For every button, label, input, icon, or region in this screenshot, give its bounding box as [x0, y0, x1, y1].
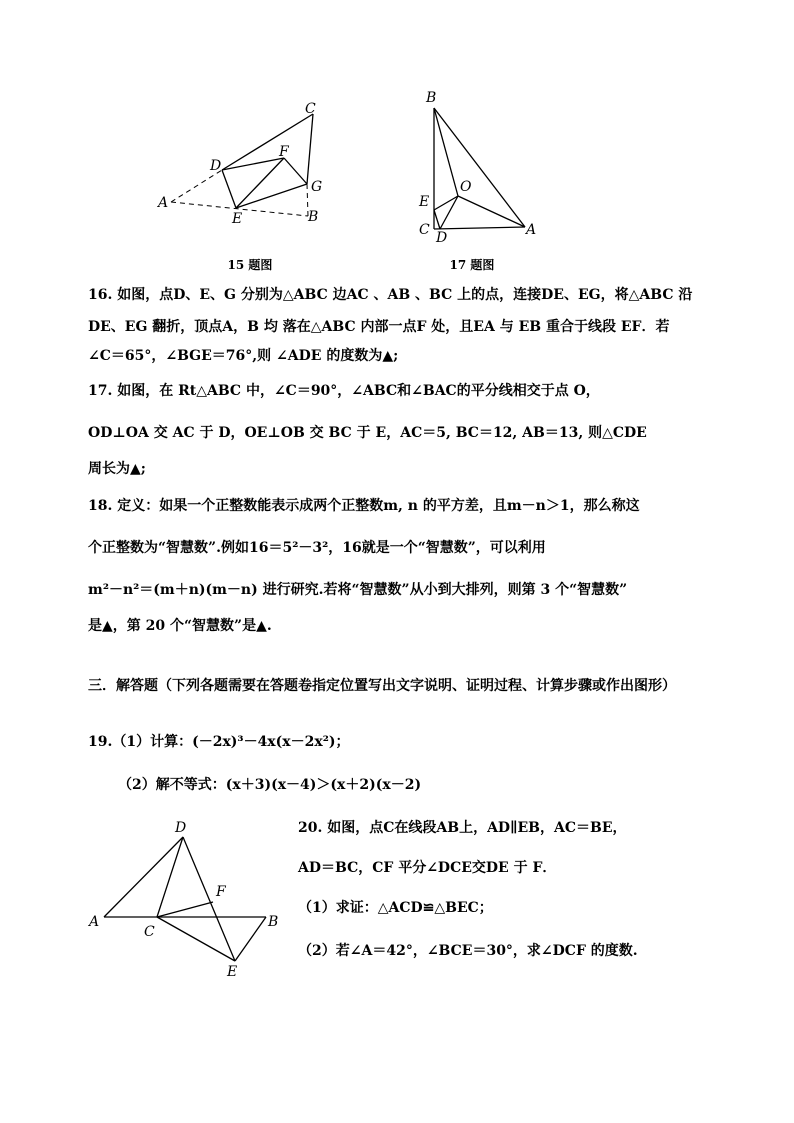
- label-O: O: [460, 179, 472, 195]
- q20-part-2: （2）若∠A＝42°，∠BCE＝30°，求∠DCF 的度数.: [298, 943, 638, 959]
- label-A: A: [89, 914, 100, 930]
- label-D: D: [175, 820, 187, 836]
- segment-CA: [434, 227, 525, 229]
- label-F: F: [279, 144, 289, 160]
- label-D: D: [210, 158, 222, 174]
- label-C: C: [305, 101, 316, 117]
- figure-17-diagram: [410, 86, 550, 246]
- segment-DE: [183, 837, 235, 961]
- label-F: F: [216, 884, 226, 900]
- segment-CE: [157, 917, 235, 961]
- label-E: E: [419, 194, 430, 210]
- figure-20: [84, 816, 294, 981]
- label-C: C: [419, 222, 430, 238]
- q17-line-2: OD⊥OA 交 AC 于 D，OE⊥OB 交 BC 于 E，AC＝5, BC＝12, AB＝13, 则△CDE: [88, 425, 647, 441]
- q20-line-2: AD＝BC，CF 平分∠DCE交DE 于 F．: [298, 860, 557, 876]
- figure-15-caption: 15 题图: [227, 258, 273, 272]
- q16-line-2: DE、EG 翻折，顶点A，B 均 落在△ABC 内部一点F 处，且EA 与 EB 重合于线段 EF．若: [88, 319, 670, 335]
- q18-line-1: 18. 定义：如果一个正整数能表示成两个正整数m, n 的平方差，且m－n＞1，那么称这: [88, 498, 640, 514]
- label-B: B: [308, 209, 319, 225]
- q18-line-4: 是▲，第 20 个“智慧数”是▲.: [88, 618, 272, 634]
- label-D: D: [436, 230, 448, 246]
- label-A: A: [526, 222, 537, 238]
- segment-CF: [157, 902, 213, 917]
- figure-17-caption: 17 题图: [449, 258, 495, 272]
- q17-line-1: 17. 如图，在 Rt△ABC 中，∠C＝90°，∠ABC和∠BAC的平分线相交于点 O，: [88, 383, 600, 399]
- label-E: E: [232, 211, 243, 227]
- segment-DC: [157, 837, 183, 917]
- label-B: B: [426, 90, 437, 106]
- label-B: B: [268, 914, 279, 930]
- q18-line-3: m²－n²＝(m＋n)(m－n) 进行研究.若将“智慧数”从小到大排列，则第 3 个“智慧数”: [88, 582, 628, 598]
- q16-line-3: ∠C＝65°，∠BGE＝76°,则 ∠ADE 的度数为▲;: [88, 348, 399, 364]
- figure-20-diagram: [84, 816, 294, 981]
- figure-17: [410, 86, 550, 246]
- segment-DE: [222, 170, 236, 208]
- q19-part-2: （2）解不等式：(x＋3)(x－4)＞(x＋2)(x－2): [118, 777, 422, 793]
- section-3-heading: 三．解答题（下列各题需要在答题卷指定位置写出文字说明、证明过程、计算步骤或作出图形）: [88, 678, 676, 694]
- figure-15-diagram: [150, 100, 340, 230]
- segment-CG: [307, 114, 313, 184]
- q16-line-1: 16. 如图，点D、E、G 分别为△ABC 边AC 、AB 、BC 上的点，连接DE、EG，将△ABC 沿: [88, 287, 693, 303]
- q19-part-1: 19.（1）计算：(－2x)³－4x(x－2x²)；: [88, 734, 350, 750]
- label-A: A: [158, 195, 169, 211]
- segment-OA: [458, 196, 525, 227]
- figure-15: [150, 100, 340, 230]
- q18-line-2: 个正整数为“智慧数”.例如16＝5²－3²，16就是一个“智慧数”，可以利用: [88, 540, 546, 556]
- label-E: E: [227, 964, 238, 980]
- segment-BA: [434, 108, 525, 227]
- label-G: G: [311, 179, 323, 195]
- q20-part-1: （1）求证：△ACD≌△BEC；: [298, 900, 493, 916]
- label-C: C: [144, 924, 155, 940]
- q20-line-1: 20. 如图，点C在线段AB上，AD∥EB，AC＝BE，: [298, 820, 627, 836]
- segment-FG: [284, 158, 307, 184]
- segment-ED: [434, 210, 440, 229]
- q17-line-3: 周长为▲;: [88, 461, 146, 477]
- segment-AD: [104, 837, 183, 917]
- segment-EB: [235, 917, 266, 961]
- dashed-AD: [171, 170, 222, 202]
- segment-BO: [434, 108, 458, 196]
